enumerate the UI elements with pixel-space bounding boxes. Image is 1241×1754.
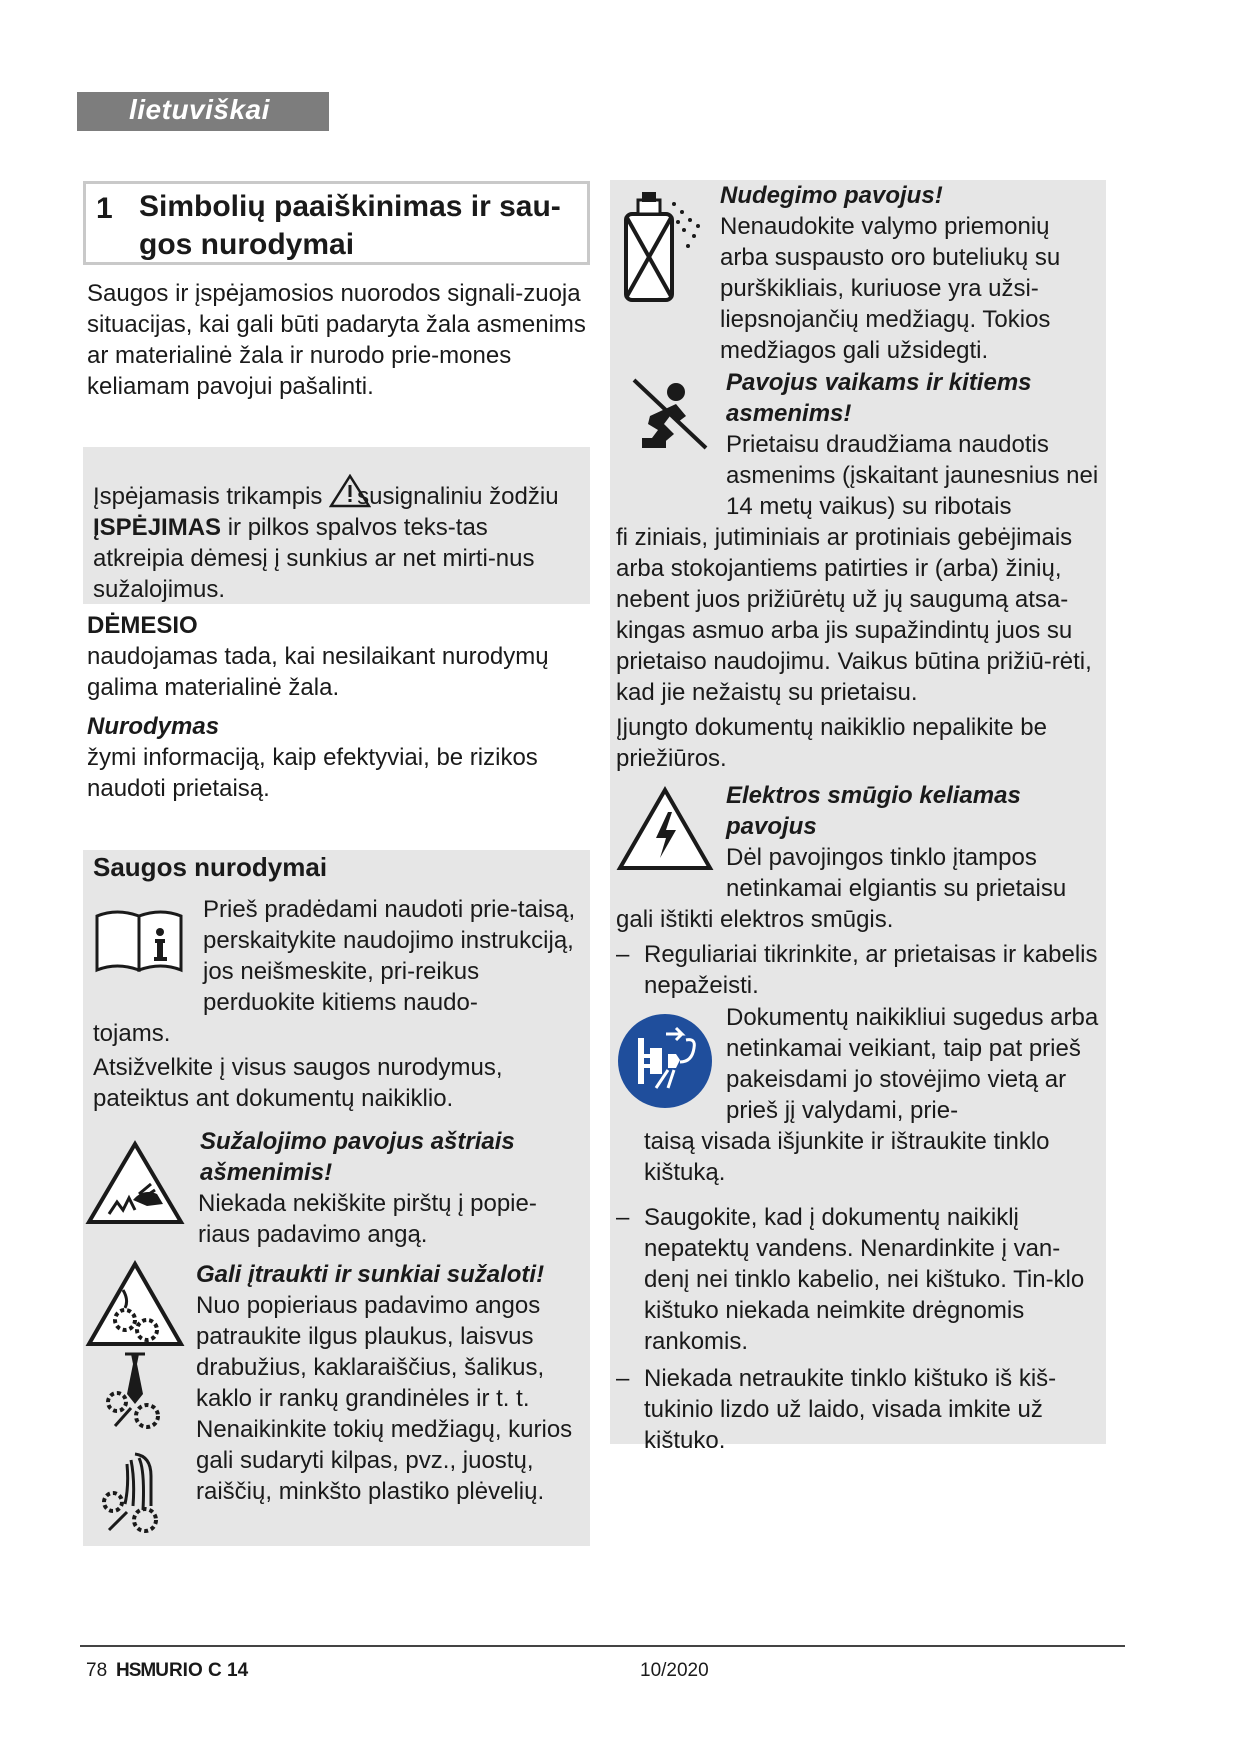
section-number: 1 [96, 192, 113, 225]
electric-text: Dėl pavojingos tinklo įtampos netinkamai elgiantis su prietaisu [726, 844, 1067, 902]
attention-label: DĖMESIO [87, 612, 198, 639]
electric-shock-icon [616, 786, 714, 872]
section-title: Simbolių paaiškinimas ir sau- gos nurodymai [139, 190, 561, 261]
bullet-plug: – Niekada netraukite tinklo kištuko iš kiš-tukinio lizdo už laido, visada imkite už kištuko. [616, 1365, 1057, 1454]
intro-paragraph: Saugos ir įspėjamosios nuorodos signali-zuoja situacijas, kai gali būti padaryta žala asmenims ar materialinė žala ir nurodo prie-mones keliamam pavojui pašalinti. [87, 280, 586, 400]
language-tag [77, 92, 329, 131]
footer-model: HSMURIO C 14 [116, 1660, 249, 1681]
children-text: Prietaisu draudžiama naudotis asmenims (įskaitant jaunesnius nei 14 metų vaikus) su ribotais [726, 431, 1099, 520]
electric-title: Elektros smūgio keliamas pavojus [726, 782, 1021, 840]
right-safety-box [610, 180, 1106, 1454]
children-text-cont: fi ziniais, jutiminiais ar protiniais gebėjimais arba stokojantiems patirties ir (arba) žinių, nebent juos prižiūrėtų už jų saugumą atsa-kingas asmuo arba jis supažindintų juos su prietaiso naudojimu. Vaikus būtina prižiū-rėti, kad jie nežaistų su prietaisu. [616, 524, 1092, 706]
no-children-icon [630, 376, 710, 452]
footer-date: 10/2020 [640, 1660, 709, 1681]
unplug-icon [616, 1012, 714, 1110]
brand-logo: HSM [116, 1660, 156, 1681]
attention-text: naudojamas tada, kai nesilaikant nurodymų galima materialinė žala. [87, 643, 549, 701]
burn-text: Nenaudokite valymo priemonių arba suspausto oro buteliukų su purškikliais, kuriuose yra užsi-liepsnojančių medžiagų. Tokios medžiagos gali užsidegti. [720, 213, 1061, 364]
note-text: žymi informaciją, kaip efektyviai, be rizikos naudoti prietaisą. [87, 744, 538, 802]
entanglement-icon [85, 1260, 185, 1350]
page-number: 78 [86, 1660, 108, 1681]
children-title: Pavojus vaikams ir kitiems asmenims! [726, 369, 1032, 427]
electric-text-cont: gali ištikti elektros smūgis. [616, 906, 894, 933]
manual-text: Prieš pradėdami naudoti prie-taisą, perskaitykite naudojimo instrukciją, jos neišmeskite, pri-reikus perduokite kitiems naudo- [203, 896, 576, 1016]
footer-divider [80, 1645, 1125, 1647]
section-heading [83, 181, 590, 265]
safety-box [83, 850, 590, 1546]
manual-info-icon [93, 906, 185, 976]
note-label: Nurodymas [87, 713, 220, 740]
unattended-text: Įjungto dokumentų naikiklio nepalikite be priežiūros. [616, 714, 1047, 772]
language-label: lietuviškai [129, 94, 270, 125]
hair-icon [95, 1450, 173, 1536]
warning-box: Įspėjamasis trikampis susignaliniu žodžiu ĮSPĖJIMAS ir pilkos spalvos teks-tas atkreipia dėmesį į sunkius ar net mirti-nus sužalojimus. [83, 447, 590, 604]
bullet-check-cable: – Reguliariai tikrinkite, ar prietaisas ir kabelis nepažeisti. [616, 941, 1098, 999]
unplug-text-cont: taisą visada išjunkite ir ištraukite tinklo kištuką. [644, 1128, 1050, 1186]
tie-icon [95, 1350, 173, 1436]
blade-title: Sužalojimo pavojus aštriais ašmenimis! [200, 1128, 515, 1186]
sharp-blade-icon [85, 1140, 185, 1228]
manual-text-cont: tojams. [93, 1020, 171, 1047]
safety-title: Saugos nurodymai [93, 852, 328, 882]
burn-title: Nudegimo pavojus! [720, 182, 943, 209]
pull-title: Gali įtraukti ir sunkiai sužaloti! [196, 1261, 545, 1288]
pull-text: Nuo popieriaus padavimo angos patraukite ilgus plaukus, laisvus drabužius, kaklaraiščius, šalikus, kaklo ir rankų grandinėles ir t. t. Nenaikinkite tokių medžiagų, kurios gali sudaryti kilpas, pvz., juostų, raiščių, minkšto plastiko plėvelių. [196, 1292, 573, 1505]
bullet-water: – Saugokite, kad į dokumentų naikiklį nepatektų vandens. Nenardinkite į van-denį nei tinklo kabelio, nei kištuko. Tin-klo kištuko niekada neimkite drėgnomis rankomis. [616, 1204, 1085, 1355]
unplug-text: Dokumentų naikikliui sugedus arba netinkamai veikiant, taip pat prieš pakeisdami jo stovėjimo vietą ar prieš jį valydami, prie- [726, 1004, 1099, 1124]
blade-text: Niekada nekiškite pirštų į popie-riaus padavimo angą. [198, 1190, 537, 1248]
consider-text: Atsižvelkite į visus saugos nurodymus, pateiktus ant dokumentų naikiklio. [93, 1054, 503, 1112]
spray-can-icon [614, 190, 706, 306]
warning-keyword: ĮSPĖJIMAS [93, 514, 222, 541]
